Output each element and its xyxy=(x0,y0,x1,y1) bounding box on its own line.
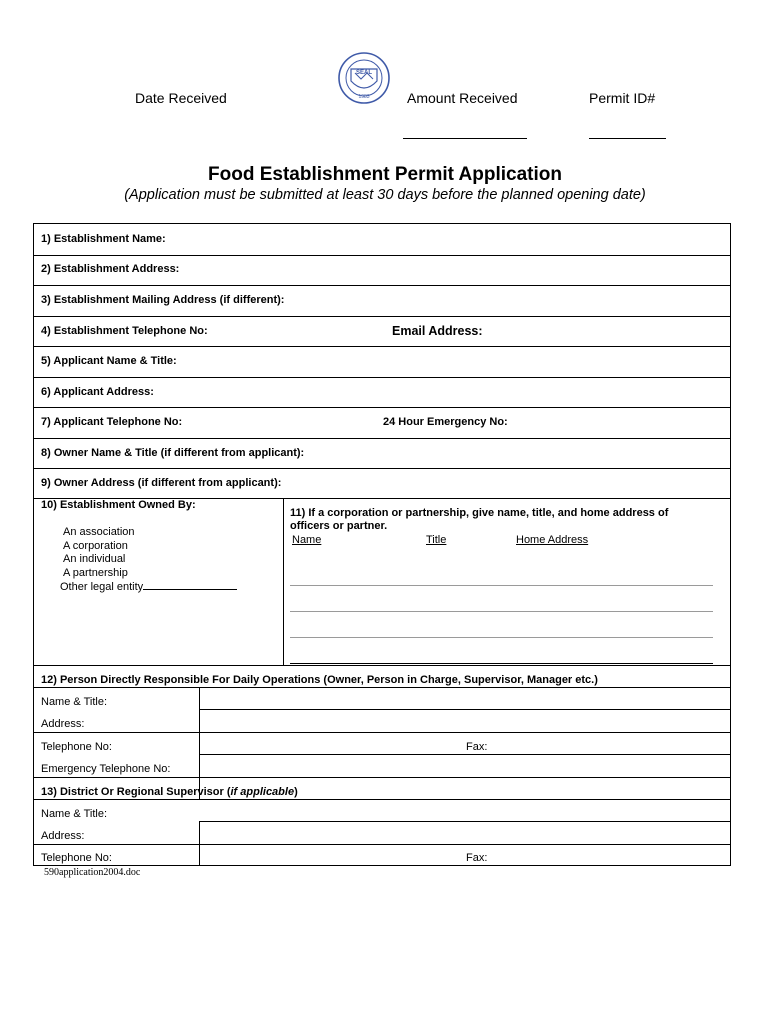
svg-text:SEAL: SEAL xyxy=(355,70,373,76)
row-divider xyxy=(34,438,730,439)
section-13-label xyxy=(41,786,298,798)
s13-address[interactable]: Address: xyxy=(41,830,85,842)
s12-emergency-telephone[interactable]: Emergency Telephone No: xyxy=(41,763,171,775)
column-name: Name xyxy=(292,534,322,546)
field-applicant-address[interactable]: 6) Applicant Address: xyxy=(41,386,154,398)
option-partnership[interactable]: A partnership xyxy=(63,567,128,579)
section-13-label-pre: 13) District Or Regional Supervisor ( xyxy=(41,786,231,798)
row-divider xyxy=(34,377,730,378)
section-11-label-line1: 11) If a corporation or partnership, give name, title, and home address of xyxy=(290,507,669,519)
option-association[interactable]: An association xyxy=(63,526,135,538)
option-individual[interactable]: An individual xyxy=(63,553,126,565)
field-establishment-telephone[interactable]: 4) Establishment Telephone No: xyxy=(41,325,208,337)
row-divider xyxy=(34,346,730,347)
field-emergency-number[interactable]: 24 Hour Emergency No: xyxy=(383,416,508,428)
date-received-label: Date Received xyxy=(135,90,227,106)
label-column-divider xyxy=(199,821,200,866)
row-divider xyxy=(34,665,730,666)
s12-telephone[interactable]: Telephone No: xyxy=(41,741,112,753)
s12-address[interactable]: Address: xyxy=(41,718,85,730)
section-10-label: 10) Establishment Owned By: xyxy=(41,499,196,511)
row-divider xyxy=(34,255,730,256)
label-column-divider xyxy=(199,687,200,799)
row-divider xyxy=(34,844,730,845)
section-13-label-post: ) xyxy=(294,786,298,798)
row-divider xyxy=(34,799,730,800)
other-legal-entity-blank[interactable] xyxy=(143,580,237,590)
field-owner-name[interactable]: 8) Owner Name & Title (if different from applicant): xyxy=(41,447,305,459)
option-other-legal-entity[interactable] xyxy=(60,580,237,593)
field-applicant-name[interactable]: 5) Applicant Name & Title: xyxy=(41,355,177,367)
svg-text:1983: 1983 xyxy=(358,94,370,100)
officer-line-4[interactable] xyxy=(290,663,713,664)
row-divider xyxy=(199,754,730,755)
amount-received-field[interactable] xyxy=(403,138,527,139)
page-title: Food Establishment Permit Application xyxy=(208,164,562,185)
field-owner-address[interactable]: 9) Owner Address (if different from applicant): xyxy=(41,477,282,489)
s12-fax[interactable]: Fax: xyxy=(466,741,488,753)
section-10-11-divider xyxy=(283,498,284,665)
row-divider xyxy=(34,732,730,733)
column-home-address: Home Address xyxy=(516,534,589,546)
section-13-label-italic: if applicable xyxy=(230,786,295,798)
row-divider xyxy=(34,285,730,286)
document-filename: 590application2004.doc xyxy=(44,867,141,878)
option-corporation[interactable]: A corporation xyxy=(63,540,128,552)
field-applicant-telephone[interactable]: 7) Applicant Telephone No: xyxy=(41,416,183,428)
officer-line-1[interactable] xyxy=(290,585,713,586)
row-divider xyxy=(34,687,730,688)
section-11-label-line2: officers or partner. xyxy=(290,520,388,532)
s13-fax[interactable]: Fax: xyxy=(466,852,488,864)
permit-id-field[interactable] xyxy=(589,138,666,139)
permit-id-label: Permit ID# xyxy=(589,90,656,106)
row-divider xyxy=(34,777,730,778)
field-email-address[interactable]: Email Address: xyxy=(392,324,483,338)
field-establishment-address[interactable]: 2) Establishment Address: xyxy=(41,263,180,275)
page-subtitle: (Application must be submitted at least 30 days before the planned opening date) xyxy=(124,187,646,203)
row-divider xyxy=(34,316,730,317)
row-divider xyxy=(34,468,730,469)
row-divider xyxy=(199,821,730,822)
s13-name-title[interactable]: Name & Title: xyxy=(41,808,108,820)
s13-telephone[interactable]: Telephone No: xyxy=(41,852,112,864)
row-divider xyxy=(199,709,730,710)
field-mailing-address[interactable]: 3) Establishment Mailing Address (if different): xyxy=(41,294,285,306)
town-seal-icon xyxy=(337,51,391,105)
amount-received-label: Amount Received xyxy=(407,90,518,106)
officer-line-2[interactable] xyxy=(290,611,713,612)
field-establishment-name[interactable]: 1) Establishment Name: xyxy=(41,233,166,245)
row-divider xyxy=(34,407,730,408)
column-title: Title xyxy=(426,534,447,546)
option-other-label: Other legal entity xyxy=(60,581,144,593)
section-12-label: 12) Person Directly Responsible For Daily Operations (Owner, Person in Charge, Supervisor, Manager etc.) xyxy=(41,674,598,686)
s12-name-title[interactable]: Name & Title: xyxy=(41,696,108,708)
officer-line-3[interactable] xyxy=(290,637,713,638)
